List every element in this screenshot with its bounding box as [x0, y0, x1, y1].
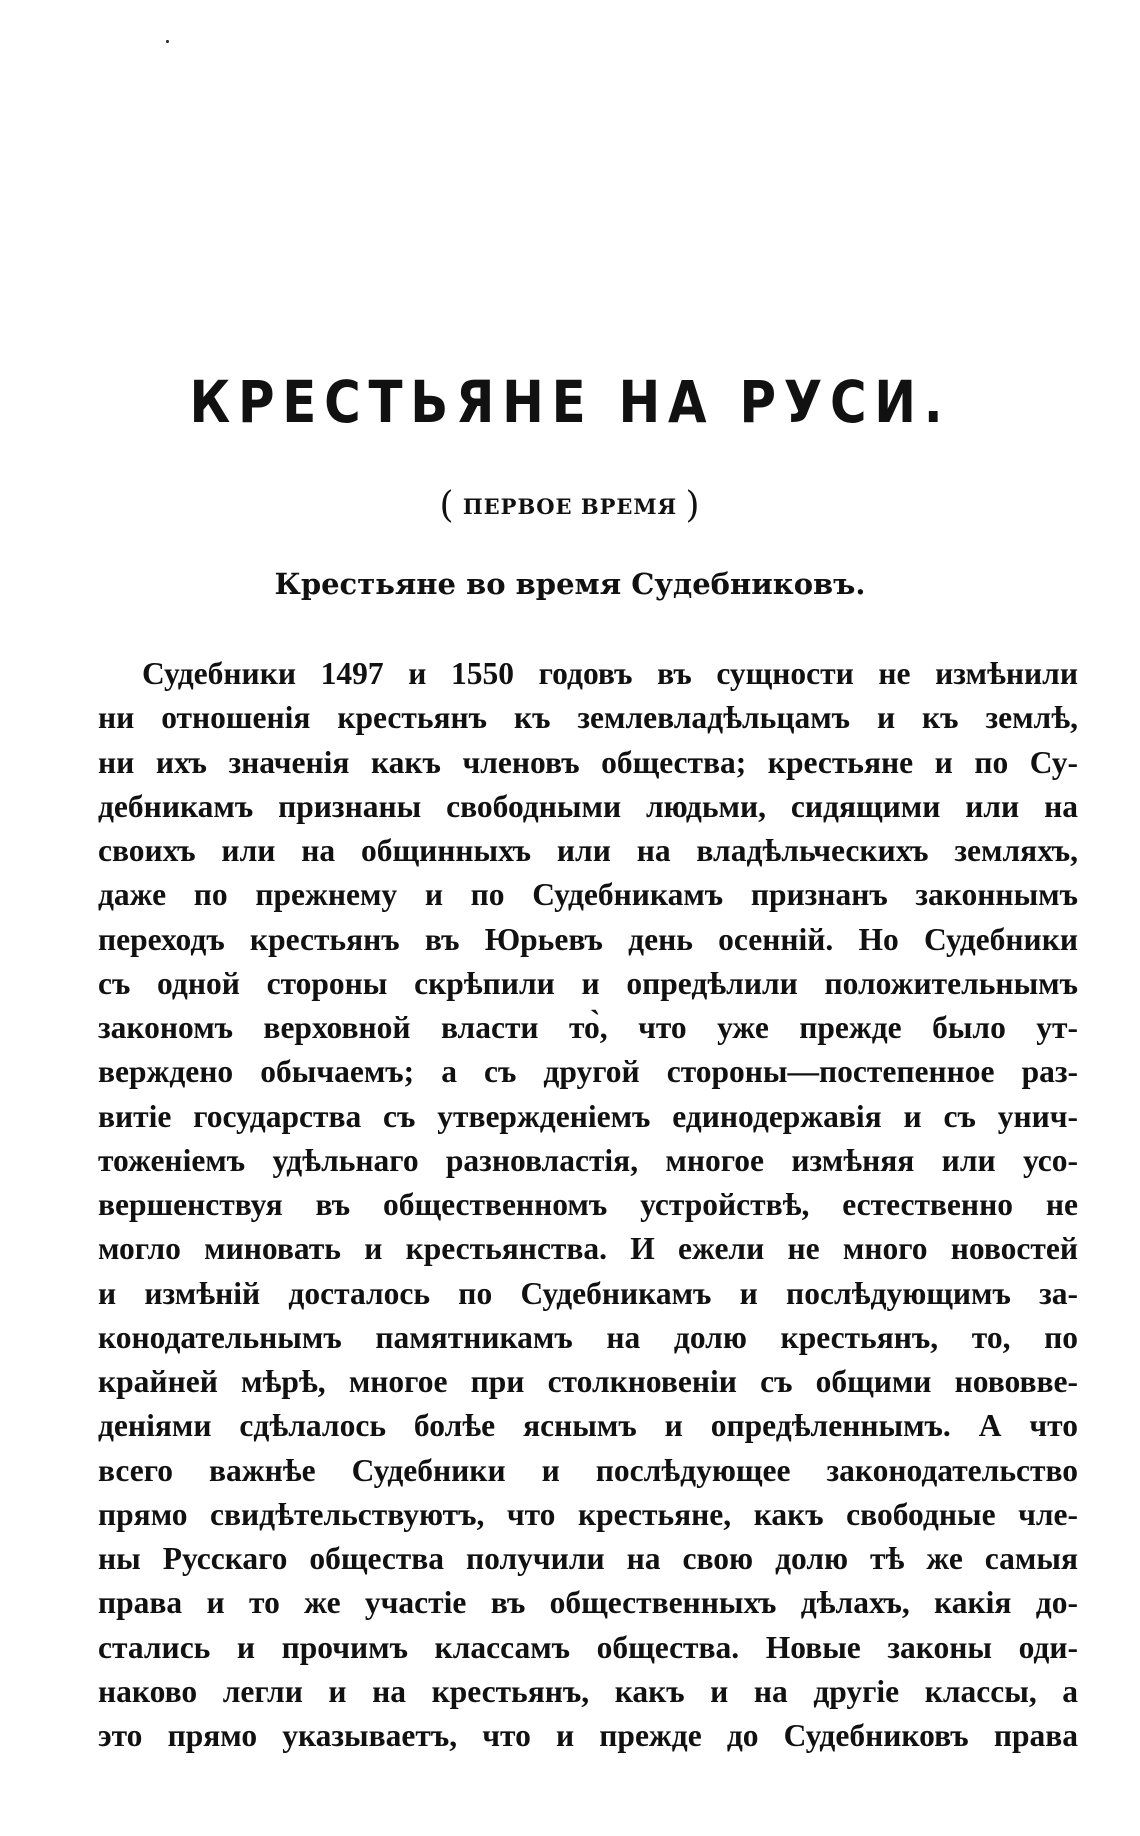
print-speck: [166, 40, 169, 43]
text-line: это прямо указываетъ, что и прежде до Судебниковъ права: [98, 1718, 1078, 1753]
text-line: съ одной стороны скрѣпили и опредѣлили положительнымъ: [98, 965, 1078, 1001]
subtitle-open-paren: (: [439, 485, 455, 526]
text-line: стались и прочимъ классамъ общества. Новые законы оди-: [98, 1629, 1078, 1665]
text-line: переходъ крестьянъ въ Юрьевъ день осенній. Но Судебники: [98, 921, 1078, 957]
text-line: всего важнѣе Судебники и послѣдующее законодательство: [98, 1452, 1078, 1488]
text-line: прямо свидѣтельствуютъ, что крестьяне, какъ свободные чле-: [98, 1496, 1078, 1532]
text-line: закономъ верховной власти то̀, что уже прежде было ут-: [98, 1010, 1078, 1045]
text-line: наково легли и на крестьянъ, какъ и на другіе классы, а: [98, 1673, 1078, 1709]
text-line: Судебники 1497 и 1550 годовъ въ сущности не измѣнили: [142, 656, 1078, 691]
text-line: витіе государства съ утвержденіемъ единодержавія и съ унич-: [98, 1098, 1078, 1134]
section-heading: Крестьяне во время Судебниковъ.: [274, 567, 866, 601]
subtitle-close-paren: ): [685, 485, 701, 526]
text-line: ни ихъ значенія какъ членовъ общества; крестьяне и по Су-: [98, 744, 1078, 780]
subtitle: [0, 484, 1140, 529]
text-line: ни отношенія крестьянъ къ землевладѣльцамъ и къ землѣ,: [98, 700, 1078, 736]
text-line: своихъ или на общинныхъ или на владѣльческихъ земляхъ,: [98, 833, 1078, 868]
page-title: КРЕСТЬЯНЕ НА РУСИ.: [189, 368, 951, 436]
text-line: права и то же участіе въ общественныхъ дѣлахъ, какія до-: [98, 1585, 1078, 1621]
text-line: деніями сдѣлалось болѣе яснымъ и опредѣленнымъ. А что: [98, 1408, 1078, 1444]
body-paragraph: [98, 652, 1078, 1758]
text-line: дебникамъ признаны свободными людьми, сидящими или на: [98, 788, 1078, 824]
text-line: конодательнымъ памятникамъ на долю крестьянъ, то, по: [98, 1319, 1078, 1355]
text-line: ны Русскаго общества получили на свою долю тѣ же самыя: [98, 1541, 1078, 1576]
text-line: вершенствуя въ общественномъ устройствѣ, естественно не: [98, 1187, 1078, 1222]
text-line: крайней мѣрѣ, многое при столкновеніи съ общими нововве-: [98, 1364, 1078, 1399]
text-line: и измѣній досталось по Судебникамъ и послѣдующимъ за-: [98, 1275, 1078, 1311]
text-line: верждено обычаемъ; а съ другой стороны—постепенное раз-: [98, 1054, 1078, 1090]
text-line: могло миновать и крестьянства. И ежели не много новостей: [98, 1231, 1078, 1267]
subtitle-text: ПЕРВОЕ ВРЕМЯ: [462, 494, 678, 519]
text-line: тоженіемъ удѣльнаго разновластія, многое измѣняя или усо-: [98, 1142, 1078, 1178]
text-line: даже по прежнему и по Судебникамъ признанъ законнымъ: [98, 877, 1078, 913]
